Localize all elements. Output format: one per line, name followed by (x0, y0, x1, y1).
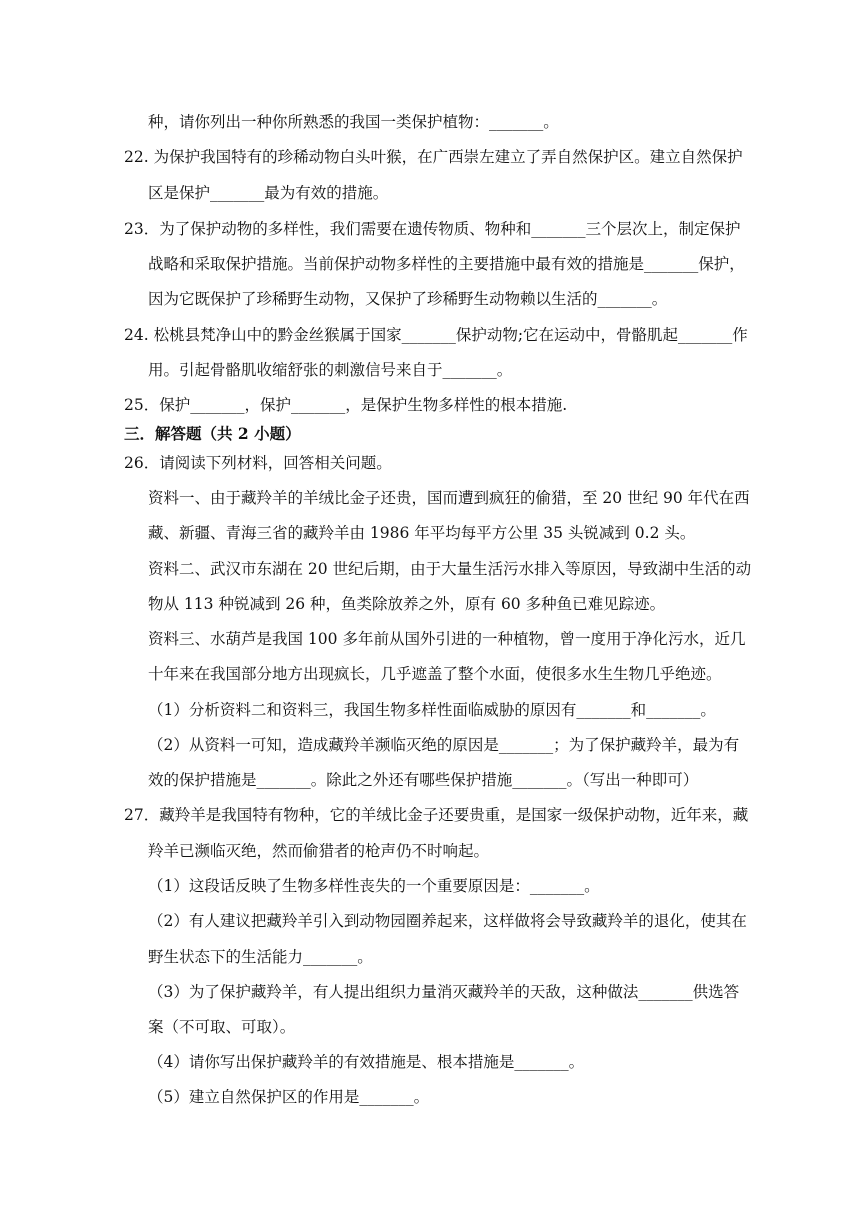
q26-sub-1: （1）分析资料二和资料三，我国生物多样性面临威胁的原因有_______和_______。 (148, 701, 716, 719)
q22-line-2: 区是保护_______最为有效的措施。 (148, 184, 389, 202)
q27-sub-4: （4）请你写出保护藏羚羊的有效措施是、根本措施是_______。 (148, 1053, 585, 1071)
material-2-line-1: 资料二、武汉市东湖在 20 世纪后期，由于大量生活污水排入等原因，导致湖中生活的动 (148, 560, 752, 578)
q24-line-1: 24. 松桃县梵净山中的黔金丝猴属于国家_______保护动物;它在运动中，骨骼肌起_______作 (124, 326, 748, 344)
q25-line: 25．保护_______，保护_______，是保护生物多样性的根本措施. (124, 396, 568, 414)
q27-line-2: 羚羊已濒临灭绝，然而偷猎者的枪声仍不时响起。 (148, 842, 490, 860)
section-heading: 三．解答题（共 2 小题） (124, 424, 301, 443)
material-1-line-1: 资料一、由于藏羚羊的羊绒比金子还贵，国而遭到疯狂的偷猎，至 20 世纪 90 年代在西 (148, 489, 750, 507)
q22-line-1: 22. 为保护我国特有的珍稀动物白头叶猴，在广西崇左建立了弄自然保护区。建立自然保护 (124, 148, 743, 166)
q27-sub-3-line-1: （3）为了保护藏羚羊，有人提出组织力量消灭藏羚羊的天敌，这种做法_______供选答 (148, 983, 740, 1001)
q26-sub-2-line-2: 效的保护措施是_______。除此之外还有哪些保护措施_______。（写出一种即可） (148, 771, 699, 789)
q21-continuation: 种，请你列出一种你所熟悉的我国一类保护植物：_______。 (148, 113, 559, 131)
q27-sub-2-line-1: （2）有人建议把藏羚羊引入到动物园圈养起来，这样做将会导致藏羚羊的退化，使其在 (148, 912, 747, 930)
q27-sub-2-line-2: 野生状态下的生活能力_______。 (148, 948, 373, 966)
material-1-line-2: 藏、新疆、青海三省的藏羚羊由 1986 年平均每平方公里 35 头锐减到 0.2 头。 (148, 524, 696, 542)
material-2-line-2: 物从 113 种锐减到 26 种，鱼类除放养之外，原有 60 多种鱼已难见踪迹。 (148, 595, 666, 613)
q24-line-2: 用。引起骨骼肌收缩舒张的刺激信号来自于_______。 (148, 361, 513, 379)
q26-sub-2-line-1: （2）从资料一可知，造成藏羚羊濒临灭绝的原因是_______；为了保护藏羚羊，最为有 (148, 736, 740, 754)
q23-line-1: 23．为了保护动物的多样性，我们需要在遗传物质、物种和_______三个层次上，制定保护 (124, 220, 741, 238)
q27-sub-3-line-2: 案（不可取、可取）。 (148, 1018, 296, 1036)
q27-sub-1: （1）这段话反映了生物多样性丧失的一个重要原因是：_______。 (148, 877, 600, 895)
q23-line-3: 因为它既保护了珍稀野生动物，又保护了珍稀野生动物赖以生活的_______。 (148, 290, 668, 308)
q27-line-1: 27．藏羚羊是我国特有物种，它的羊绒比金子还要贵重，是国家一级保护动物，近年来，藏 (124, 806, 749, 824)
q27-sub-5: （5）建立自然保护区的作用是_______。 (148, 1088, 430, 1106)
q26-intro: 26．请阅读下列材料，回答相关问题。 (124, 454, 392, 472)
q23-line-2: 战略和采取保护措施。当前保护动物多样性的主要措施中最有效的措施是_______保护， (148, 255, 745, 273)
material-3-line-1: 资料三、水葫芦是我国 100 多年前从国外引进的一种植物，曾一度用于净化污水，近几 (148, 630, 746, 648)
material-3-line-2: 十年来在我国部分地方出现疯长，几乎遮盖了整个水面，使很多水生生物几乎绝迹。 (148, 665, 722, 683)
